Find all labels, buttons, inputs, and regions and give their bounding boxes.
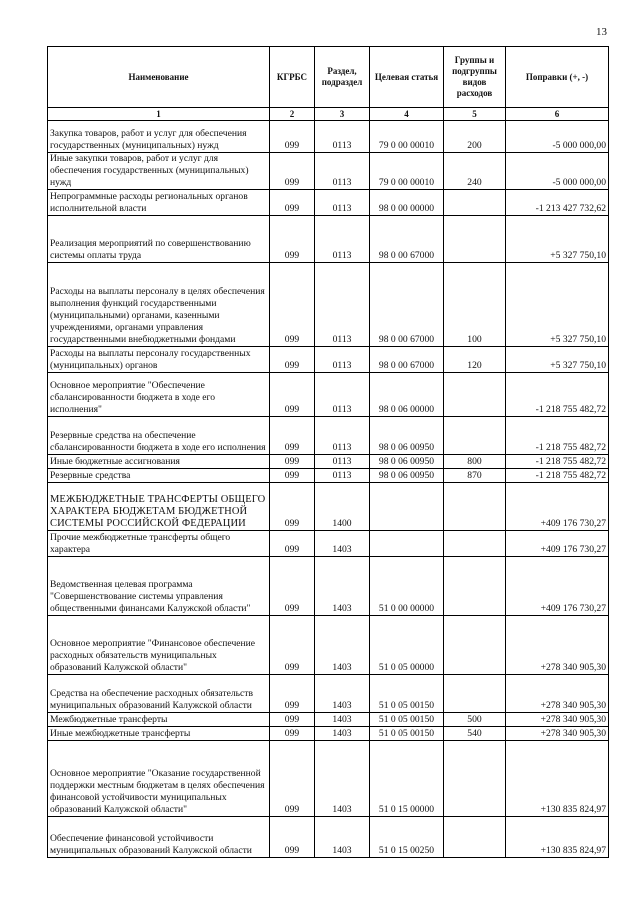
row-kgrbs: 099: [270, 727, 315, 741]
row-amount: +278 340 905,30: [506, 675, 609, 713]
column-number-row: [48, 108, 609, 121]
row-name: Резервные средства: [48, 469, 270, 483]
row-amount: +130 835 824,97: [506, 741, 609, 817]
row-kgrbs: 099: [270, 817, 315, 858]
row-group: 800: [444, 455, 506, 469]
row-amount: -5 000 000,00: [506, 121, 609, 153]
col-number: 6: [506, 108, 609, 121]
row-section: 1403: [315, 727, 370, 741]
row-name: Расходы на выплаты персоналу государственных (муниципальных) органов: [48, 347, 270, 373]
row-kgrbs: 099: [270, 741, 315, 817]
row-section: 1403: [315, 675, 370, 713]
col-number: 4: [370, 108, 444, 121]
row-name: Непрограммные расходы региональных органов исполнительной власти: [48, 190, 270, 216]
col-number: 2: [270, 108, 315, 121]
row-target: 98 0 06 00950: [370, 469, 444, 483]
row-name: Реализация мероприятий по совершенствованию системы оплаты труда: [48, 216, 270, 263]
row-section: 1403: [315, 741, 370, 817]
row-amount: +409 176 730,27: [506, 557, 609, 616]
table-row: [48, 675, 609, 713]
table-row: [48, 469, 609, 483]
row-section: 0113: [315, 263, 370, 347]
row-target: 51 0 05 00150: [370, 713, 444, 727]
col-number: 3: [315, 108, 370, 121]
table-row: [48, 817, 609, 858]
table-row: [48, 727, 609, 741]
row-amount: -1 218 755 482,72: [506, 373, 609, 417]
row-kgrbs: 099: [270, 121, 315, 153]
row-kgrbs: 099: [270, 216, 315, 263]
header-name: Наименование: [48, 47, 270, 108]
row-amount: +5 327 750,10: [506, 347, 609, 373]
row-group: [444, 557, 506, 616]
row-name: Расходы на выплаты персоналу в целях обеспечения выполнения функций государственными (муниципальными) органами, казенными учреждениями, органами управления государственными внебюджетными фондами: [48, 263, 270, 347]
row-kgrbs: 099: [270, 713, 315, 727]
row-name: Средства на обеспечение расходных обязательств муниципальных образований Калужской области: [48, 675, 270, 713]
row-kgrbs: 099: [270, 483, 315, 531]
table-row: [48, 216, 609, 263]
row-name: Иные бюджетные ассигнования: [48, 455, 270, 469]
row-target: 98 0 06 00000: [370, 373, 444, 417]
row-section: 0113: [315, 469, 370, 483]
header-groups: Группы и подгруппы видов расходов: [444, 47, 506, 108]
row-name: Обеспечение финансовой устойчивости муниципальных образований Калужской области: [48, 817, 270, 858]
row-target: 51 0 15 00000: [370, 741, 444, 817]
row-section: 1403: [315, 817, 370, 858]
row-name: Закупка товаров, работ и услуг для обеспечения государственных (муниципальных) нужд: [48, 121, 270, 153]
row-kgrbs: 099: [270, 531, 315, 557]
row-group: [444, 531, 506, 557]
row-kgrbs: 099: [270, 675, 315, 713]
row-target: 79 0 00 00010: [370, 121, 444, 153]
row-group: [444, 483, 506, 531]
header-section: Раздел, подраздел: [315, 47, 370, 108]
row-group: [444, 373, 506, 417]
row-kgrbs: 099: [270, 469, 315, 483]
row-section: 0113: [315, 455, 370, 469]
row-name: Основное мероприятие "Обеспечение сбалансированности бюджета в ходе его исполнения": [48, 373, 270, 417]
row-amount: +5 327 750,10: [506, 263, 609, 347]
row-amount: +278 340 905,30: [506, 616, 609, 675]
table-row: [48, 153, 609, 190]
row-group: [444, 675, 506, 713]
row-name: Иные межбюджетные трансферты: [48, 727, 270, 741]
row-section: 1403: [315, 557, 370, 616]
row-target: [370, 483, 444, 531]
row-group: [444, 817, 506, 858]
row-name: Прочие межбюджетные трансферты общего характера: [48, 531, 270, 557]
row-target: 51 0 05 00150: [370, 675, 444, 713]
row-section: 1403: [315, 713, 370, 727]
row-target: 51 0 00 00000: [370, 557, 444, 616]
row-target: 51 0 15 00250: [370, 817, 444, 858]
row-group: 500: [444, 713, 506, 727]
row-target: 98 0 00 00000: [370, 190, 444, 216]
row-target: 98 0 06 00950: [370, 455, 444, 469]
row-kgrbs: 099: [270, 153, 315, 190]
row-group: [444, 190, 506, 216]
row-kgrbs: 099: [270, 190, 315, 216]
row-target: 98 0 00 67000: [370, 216, 444, 263]
row-group: [444, 616, 506, 675]
row-amount: +409 176 730,27: [506, 531, 609, 557]
header-amendments: Поправки (+, -): [506, 47, 609, 108]
header-target: Целевая статья: [370, 47, 444, 108]
table-header-row: [48, 47, 609, 108]
header-kgrbs: КГРБС: [270, 47, 315, 108]
row-group: 540: [444, 727, 506, 741]
table-row: [48, 347, 609, 373]
page-number: 13: [596, 26, 607, 38]
row-amount: -1 213 427 732,62: [506, 190, 609, 216]
table-row: [48, 616, 609, 675]
table-row: [48, 713, 609, 727]
row-kgrbs: 099: [270, 347, 315, 373]
row-section: 0113: [315, 121, 370, 153]
row-target: 79 0 00 00010: [370, 153, 444, 190]
budget-amendments-table: [47, 46, 609, 858]
table-row: [48, 121, 609, 153]
row-section: 0113: [315, 153, 370, 190]
row-group: 200: [444, 121, 506, 153]
row-kgrbs: 099: [270, 455, 315, 469]
table-row: [48, 190, 609, 216]
row-target: 98 0 00 67000: [370, 263, 444, 347]
row-amount: +130 835 824,97: [506, 817, 609, 858]
row-section: 0113: [315, 190, 370, 216]
table-row: [48, 531, 609, 557]
row-amount: +5 327 750,10: [506, 216, 609, 263]
row-name: Межбюджетные трансферты: [48, 713, 270, 727]
row-amount: -1 218 755 482,72: [506, 417, 609, 455]
row-section: 0113: [315, 216, 370, 263]
row-section: 1403: [315, 531, 370, 557]
row-name: МЕЖБЮДЖЕТНЫЕ ТРАНСФЕРТЫ ОБЩЕГО ХАРАКТЕРА БЮДЖЕТАМ БЮДЖЕТНОЙ СИСТЕМЫ РОССИЙСКОЙ ФЕДЕРАЦИИ: [48, 483, 270, 531]
row-section: 0113: [315, 373, 370, 417]
table-row: [48, 417, 609, 455]
row-target: 98 0 00 67000: [370, 347, 444, 373]
table-row: [48, 373, 609, 417]
col-number: 5: [444, 108, 506, 121]
row-section: 1403: [315, 616, 370, 675]
row-amount: +278 340 905,30: [506, 713, 609, 727]
row-kgrbs: 099: [270, 373, 315, 417]
row-kgrbs: 099: [270, 417, 315, 455]
row-name: Основное мероприятие "Финансовое обеспечение расходных обязательств муниципальных образований Калужской области": [48, 616, 270, 675]
row-name: Основное мероприятие "Оказание государственной поддержки местным бюджетам в целях обеспечения финансовой устойчивости муниципальных образований Калужской области": [48, 741, 270, 817]
row-target: 98 0 06 00950: [370, 417, 444, 455]
row-amount: -5 000 000,00: [506, 153, 609, 190]
row-name: Резервные средства на обеспечение сбалансированности бюджета в ходе его исполнения: [48, 417, 270, 455]
row-amount: +278 340 905,30: [506, 727, 609, 741]
row-kgrbs: 099: [270, 616, 315, 675]
row-target: [370, 531, 444, 557]
row-target: 51 0 05 00150: [370, 727, 444, 741]
table-row: [48, 483, 609, 531]
table-body: [48, 121, 609, 858]
row-section: 0113: [315, 417, 370, 455]
row-section: 0113: [315, 347, 370, 373]
row-section: 1400: [315, 483, 370, 531]
row-group: 100: [444, 263, 506, 347]
row-group: 120: [444, 347, 506, 373]
row-name: Иные закупки товаров, работ и услуг для обеспечения государственных (муниципальных) нужд: [48, 153, 270, 190]
row-amount: -1 218 755 482,72: [506, 455, 609, 469]
row-group: 870: [444, 469, 506, 483]
row-kgrbs: 099: [270, 263, 315, 347]
row-amount: -1 218 755 482,72: [506, 469, 609, 483]
row-name: Ведомственная целевая программа "Совершенствование системы управления общественными финансами Калужской области": [48, 557, 270, 616]
table-row: [48, 455, 609, 469]
row-target: 51 0 05 00000: [370, 616, 444, 675]
row-group: [444, 417, 506, 455]
table-row: [48, 557, 609, 616]
row-kgrbs: 099: [270, 557, 315, 616]
row-amount: +409 176 730,27: [506, 483, 609, 531]
row-group: [444, 216, 506, 263]
row-group: [444, 741, 506, 817]
col-number: 1: [48, 108, 270, 121]
row-group: 240: [444, 153, 506, 190]
table-row: [48, 263, 609, 347]
table-row: [48, 741, 609, 817]
